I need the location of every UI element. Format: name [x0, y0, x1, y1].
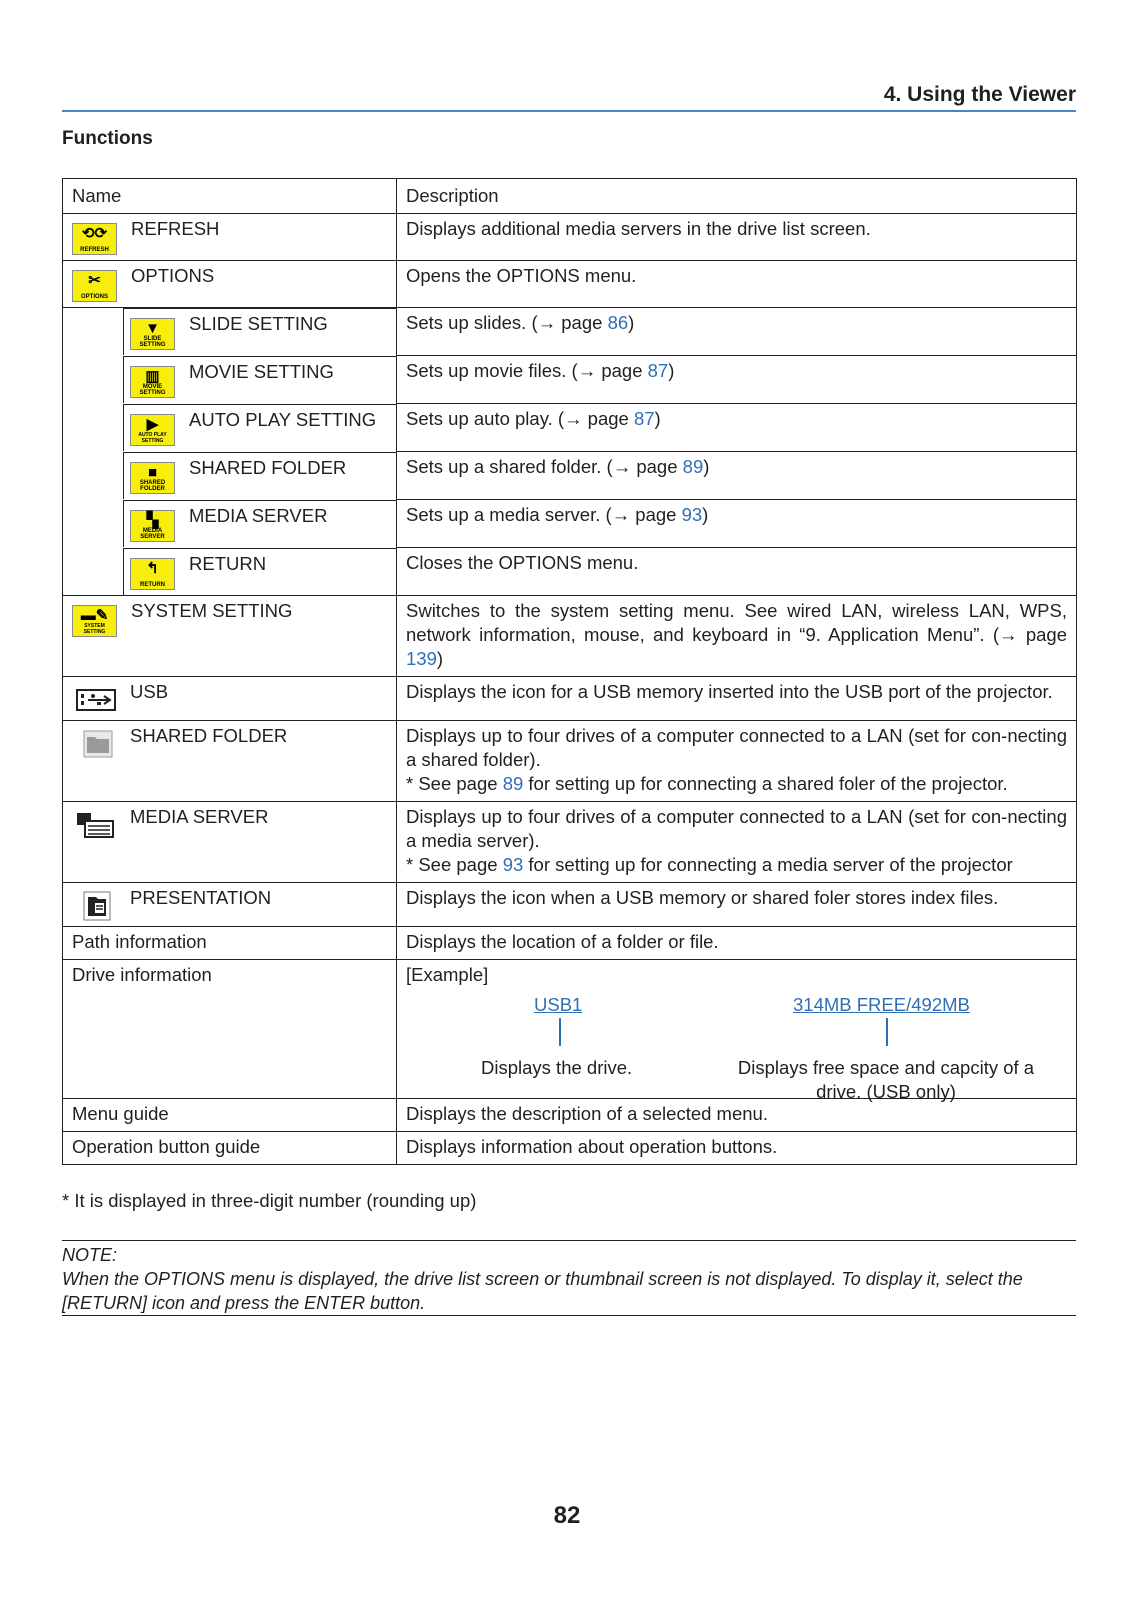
- note-rule-bottom: [62, 1315, 1076, 1316]
- callout-line: [886, 1018, 888, 1046]
- header-description: Description: [397, 179, 1077, 214]
- row-description: Displays the icon when a USB memory or shared foler stores index files.: [397, 883, 1077, 927]
- note-box: [62, 1243, 1076, 1315]
- row-name: Operation button guide: [63, 1132, 397, 1165]
- table-row: [63, 721, 1077, 802]
- table-row: [63, 927, 1077, 960]
- page-link[interactable]: 87: [647, 360, 669, 381]
- presentation-icon: [76, 891, 116, 921]
- drive-name-desc: Displays the drive.: [481, 1057, 633, 1078]
- table-row: [63, 883, 1077, 927]
- row-description: Sets up a shared folder. (→ page 89): [397, 452, 1077, 500]
- table-row: [63, 214, 1077, 261]
- row-description: Sets up movie files. (→ page 87): [397, 356, 1077, 404]
- table-header-row: [63, 179, 1077, 214]
- row-description: Displays information about operation buttons.: [397, 1132, 1077, 1165]
- row-name: Menu guide: [63, 1099, 397, 1132]
- projector-screen-icon: ▼ SLIDE SETTING: [130, 318, 175, 350]
- return-arrow-icon: ↰ RETURN: [130, 558, 175, 590]
- footnote: * It is displayed in three-digit number (rounding up): [62, 1190, 477, 1211]
- row-name: Drive information: [63, 960, 397, 1099]
- row-name: MOVIE SETTING: [189, 360, 334, 382]
- page-link[interactable]: 89: [682, 456, 704, 477]
- film-icon: ▥ MOVIE SETTING: [130, 366, 175, 398]
- row-name: REFRESH: [131, 218, 220, 239]
- page-link[interactable]: 93: [502, 854, 524, 875]
- row-description: Displays up to four drives of a computer connected to a LAN (set for con-necting a media server). * See page 93 for setting up for connecting a media server of the projector: [397, 802, 1077, 883]
- table-row: [63, 1132, 1077, 1165]
- table-row: [63, 960, 1077, 1099]
- shared-folder-icon: [76, 729, 116, 759]
- page-link[interactable]: 86: [607, 312, 629, 333]
- row-name: USB: [130, 681, 169, 702]
- table-row: [63, 596, 1077, 677]
- row-name: Path information: [63, 927, 397, 960]
- drive-example: [406, 963, 1067, 1102]
- table-row: [63, 356, 1077, 404]
- page-link[interactable]: 139: [406, 648, 437, 669]
- play-icon: ▶ AUTO PLAY SETTING: [130, 414, 175, 446]
- row-description: Sets up slides. (→ page 86): [397, 308, 1077, 356]
- table-row: [63, 404, 1077, 452]
- row-description: Opens the OPTIONS menu.: [397, 261, 1077, 308]
- table-row: [63, 452, 1077, 500]
- row-description: Displays the description of a selected menu.: [397, 1099, 1077, 1132]
- page-number: 82: [553, 1502, 581, 1529]
- row-description: Displays the icon for a USB memory inserted into the USB port of the projector.: [397, 677, 1077, 721]
- media-server-drive-icon: [76, 810, 116, 840]
- header-name: Name: [63, 179, 397, 214]
- table-row: [63, 802, 1077, 883]
- table-row: [63, 548, 1077, 596]
- row-name: PRESENTATION: [130, 887, 272, 908]
- row-name: OPTIONS: [131, 265, 215, 286]
- media-server-icon: ▚ MEDIA SERVER: [130, 510, 175, 542]
- folder-icon: ■ SHARED FOLDER: [130, 462, 175, 494]
- section-title: Functions: [62, 128, 153, 149]
- system-setting-icon: ▬✎ SYSTEM SETTING: [72, 605, 117, 637]
- row-description: Sets up auto play. (→ page 87): [397, 404, 1077, 452]
- page-link[interactable]: 87: [633, 408, 655, 429]
- callout-line: [559, 1018, 561, 1046]
- row-description: Closes the OPTIONS menu.: [397, 548, 1077, 596]
- example-label: [Example]: [406, 964, 489, 985]
- page-link[interactable]: 93: [681, 504, 703, 525]
- row-name: MEDIA SERVER: [130, 806, 269, 827]
- row-description: [397, 960, 1077, 1102]
- refresh-icon: ⟲⟳ REFRESH: [72, 223, 117, 255]
- row-name: AUTO PLAY SETTING: [189, 408, 377, 430]
- table-row: [63, 261, 1077, 308]
- functions-table: [62, 178, 1077, 1165]
- row-description: Displays up to four drives of a computer connected to a LAN (set for con-necting a shared folder). * See page 89 for setting up for connecting a shared foler of the projector.: [397, 721, 1077, 802]
- note-body: When the OPTIONS menu is displayed, the drive list screen or thumbnail screen is not displayed. To display it, select the [RETURN] icon and press the ENTER button.: [62, 1269, 1023, 1313]
- table-row: [63, 308, 1077, 356]
- drive-space-label: 314MB FREE/492MB: [793, 994, 970, 1015]
- row-description: Displays the location of a folder or file.: [397, 927, 1077, 960]
- usb-drive-icon: [76, 685, 116, 715]
- drive-name-label: USB1: [534, 994, 583, 1015]
- note-rule-top: [62, 1240, 1076, 1241]
- row-name: MEDIA SERVER: [189, 504, 328, 526]
- table-row: [63, 500, 1077, 548]
- page-link[interactable]: 89: [502, 773, 524, 794]
- drive-space-desc: Displays free space and capcity of a drive. (USB only): [737, 1057, 1035, 1102]
- row-name: RETURN: [189, 552, 267, 574]
- chapter-title: 4. Using the Viewer: [883, 83, 1076, 106]
- row-description: Switches to the system setting menu. See wired LAN, wireless LAN, WPS, network information, mouse, and keyboard in “9. Application Menu”. (→ page 139): [397, 596, 1077, 677]
- table-row: [63, 677, 1077, 721]
- note-title: NOTE:: [62, 1245, 118, 1265]
- row-description: Displays additional media servers in the drive list screen.: [397, 214, 1077, 261]
- row-description: Sets up a media server. (→ page 93): [397, 500, 1077, 548]
- row-name: SHARED FOLDER: [130, 725, 288, 746]
- header-rule: [62, 110, 1076, 112]
- row-name: SYSTEM SETTING: [131, 600, 293, 621]
- row-name: SHARED FOLDER: [189, 456, 347, 478]
- tools-icon: ✂ OPTIONS: [72, 270, 117, 302]
- row-name: SLIDE SETTING: [189, 313, 328, 334]
